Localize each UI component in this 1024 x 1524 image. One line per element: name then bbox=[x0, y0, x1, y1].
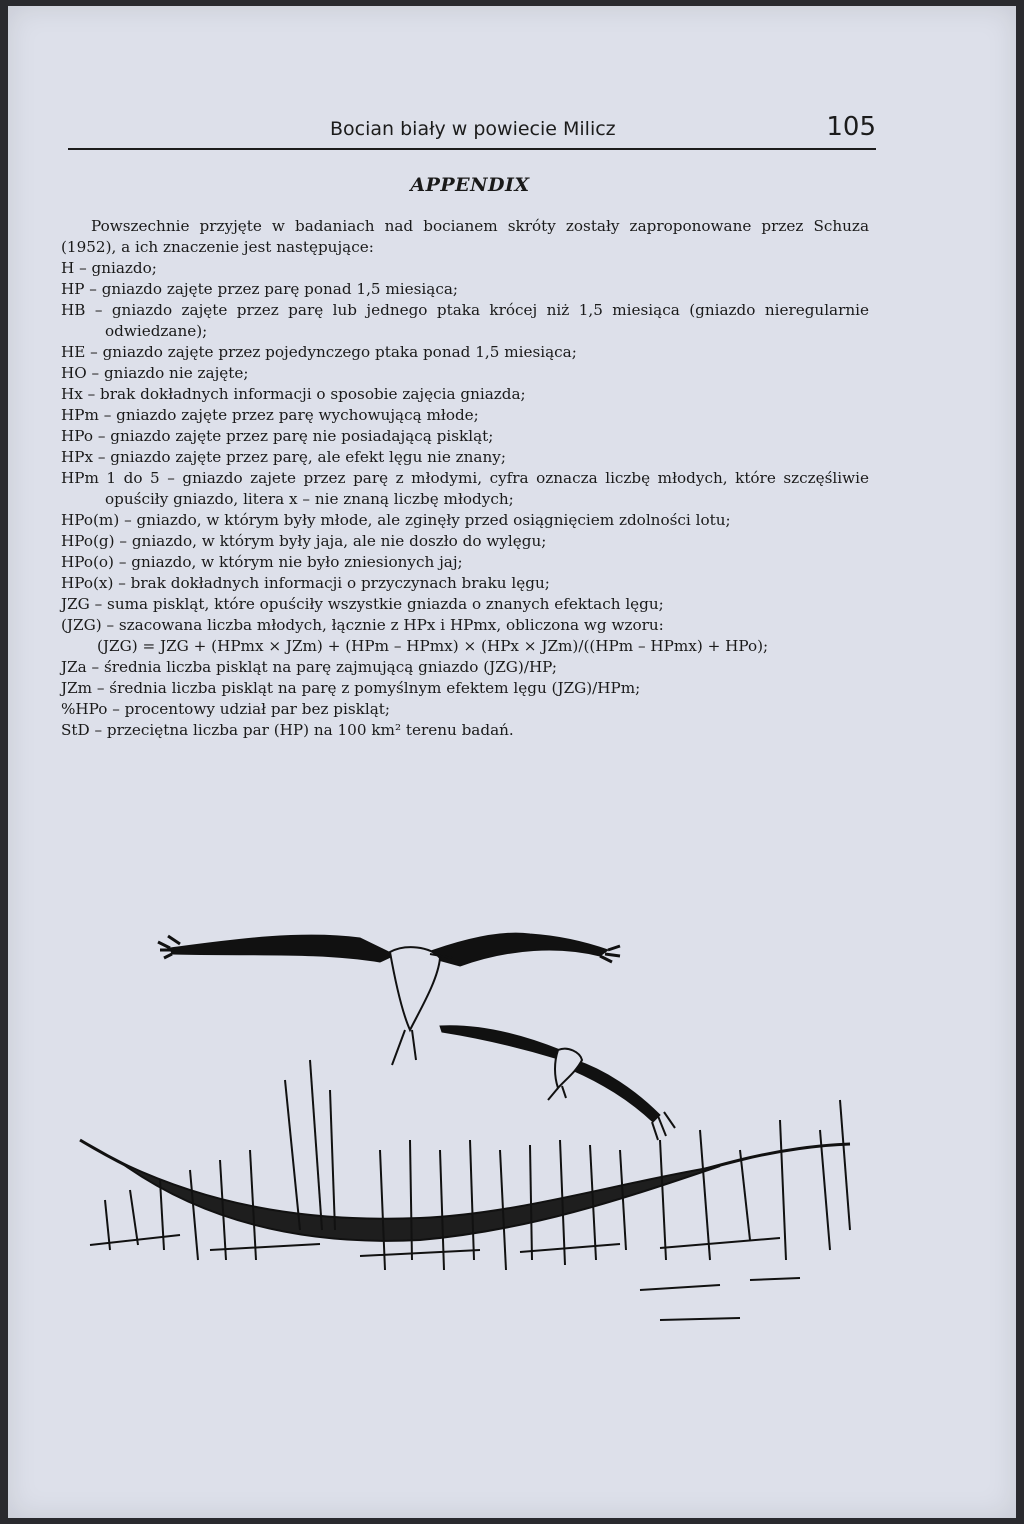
abbrev-entry: HPo(x) – brak dokładnych informacji o przyczynach braku lęgu; bbox=[61, 574, 550, 592]
jzg-formula: (JZG) = JZG + (HPmx × JZm) + (HPm – HPmx) × (HPx × JZm)/((HPm – HPmx) + HPo); bbox=[97, 637, 769, 655]
abbrev-entry: H – gniazdo; bbox=[61, 259, 157, 277]
flying-stork-small bbox=[440, 1026, 675, 1140]
abbrev-entry: (JZG) – szacowana liczba młodych, łącznie z HPx i HPmx, obliczona wg wzoru: bbox=[61, 616, 664, 634]
abbrev-entry: JZG – suma piskląt, które opuściły wszystkie gniazda o znanych efektach lęgu; bbox=[61, 595, 664, 613]
abbrev-entry: HPo(o) – gniazdo, w którym nie było zniesionych jaj; bbox=[61, 553, 463, 571]
abbrev-entry: HB – gniazdo zajęte przez parę lub jednego ptaka krócej niż 1,5 miesiąca (gniazdo nieregularnie odwiedzane); bbox=[61, 301, 869, 340]
abbrev-entry: HPm – gniazdo zajęte przez parę wychowującą młode; bbox=[61, 406, 479, 424]
intro-paragraph: Powszechnie przyjęte w badaniach nad bocianem skróty zostały zaproponowane przez Schuza (1952), a ich znaczenie jest następujące: bbox=[61, 217, 869, 256]
appendix-body bbox=[61, 216, 869, 741]
abbrev-entry: JZa – średnia liczba piskląt na parę zajmującą gniazdo (JZG)/HP; bbox=[61, 658, 557, 676]
abbrev-entry: %HPo – procentowy udział par bez piskląt; bbox=[61, 700, 391, 718]
abbrev-entry: HP – gniazdo zajęte przez parę ponad 1,5 miesiąca; bbox=[61, 280, 459, 298]
abbrev-entry: HPx – gniazdo zajęte przez parę, ale efekt lęgu nie znany; bbox=[61, 448, 506, 466]
flying-stork-large bbox=[158, 933, 620, 1065]
abbrev-entry: HPo – gniazdo zajęte przez parę nie posiadającą piskląt; bbox=[61, 427, 494, 445]
abbrev-entry: HPo(m) – gniazdo, w którym były młode, ale zginęły przed osiągnięciem zdolności lotu; bbox=[61, 511, 731, 529]
appendix-title: APPENDIX bbox=[410, 174, 530, 196]
running-title: Bocian biały w powiecie Milicz bbox=[330, 118, 616, 140]
abbrev-entry: HO – gniazdo nie zajęte; bbox=[61, 364, 249, 382]
abbrev-entry: HPo(g) – gniazdo, w którym były jaja, ale nie doszło do wylęgu; bbox=[61, 532, 547, 550]
stork-nest-illustration bbox=[60, 900, 860, 1360]
abbrev-entry: StD – przeciętna liczba par (HP) na 100 km² terenu badań. bbox=[61, 721, 514, 739]
abbrev-entry: JZm – średnia liczba piskląt na parę z pomyślnym efektem lęgu (JZG)/HPm; bbox=[61, 679, 641, 697]
reed-grass bbox=[105, 1060, 850, 1320]
page-number: 105 bbox=[826, 112, 876, 142]
abbrev-entry: HPm 1 do 5 – gniazdo zajete przez parę z młodymi, cyfra oznacza liczbę młodych, które szczęśliwie opuściły gniazdo, litera x – nie znaną liczbę młodych; bbox=[61, 469, 869, 508]
abbrev-entry: HE – gniazdo zajęte przez pojedynczego ptaka ponad 1,5 miesiąca; bbox=[61, 343, 577, 361]
abbrev-entry: Hx – brak dokładnych informacji o sposobie zajęcia gniazda; bbox=[61, 385, 526, 403]
page-header bbox=[68, 106, 876, 150]
